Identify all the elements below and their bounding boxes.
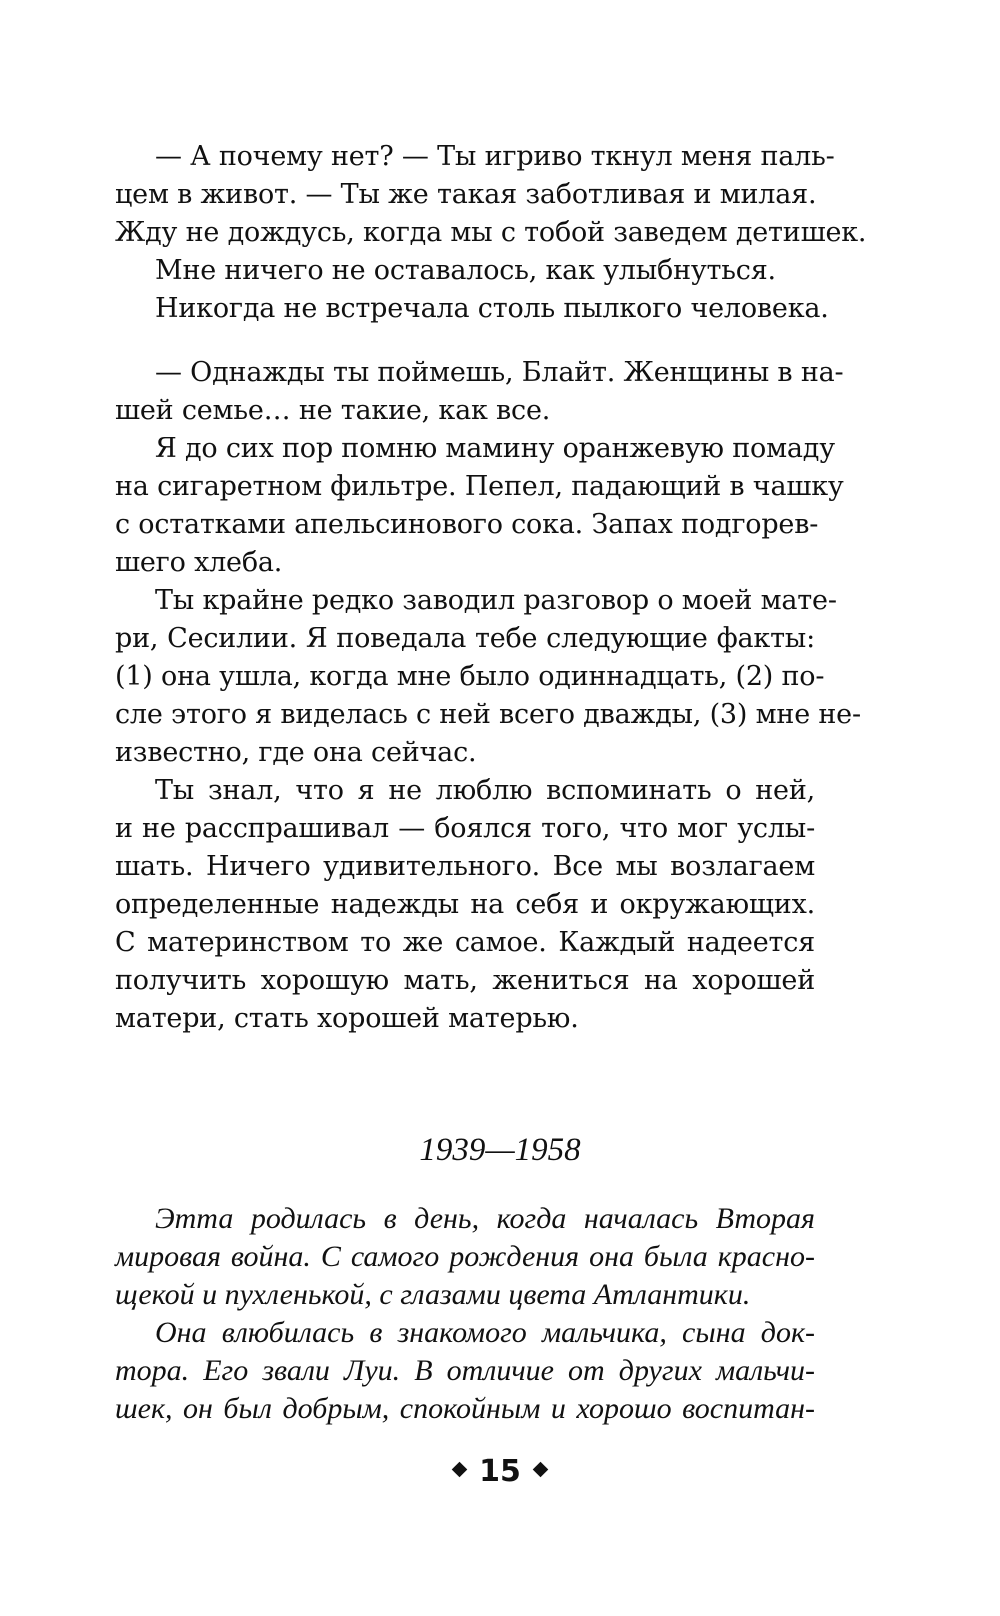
diamond-right-icon [533,1462,549,1478]
page-footer [0,1452,1000,1492]
text-line: сле этого я виделась с ней всего дважды, (3) мне не- [115,699,861,730]
text-line: Я до сих пор помню мамину оранжевую помаду [155,433,835,464]
text-line: шек, он был добрым, спокойным и хорошо воспитан- [115,1392,815,1425]
text-line: матери, стать хорошей матерью. [115,1003,579,1034]
text-line: шего хлеба. [115,547,283,578]
text-line: мировая война. С самого рождения она была красно- [115,1240,815,1273]
paragraph-group-1 [115,138,867,328]
text-line: шать. Ничего удивительного. Все мы возлагаем [115,851,815,882]
text-line: определенные надежды на себя и окружающих. [115,889,815,920]
text-line: тора. Его звали Луи. В отличие от других мальчи- [115,1354,815,1387]
page-number: 15 [479,1454,521,1489]
text-line: шей семье… не такие, как все. [115,395,551,426]
text-line: Этта родилась в день, когда началась Вторая [155,1202,815,1235]
diamond-left-icon [452,1462,468,1478]
text-line: ри, Сесилии. Я поведала тебе следующие факты: [115,623,815,654]
text-line: щекой и пухленькой, с глазами цвета Атлантики. [115,1278,751,1311]
text-line: с остатками апельсинового сока. Запах подгорев- [115,509,819,540]
text-line: и не расспрашивал — боялся того, что мог услы- [115,813,815,844]
text-line: известно, где она сейчас. [115,737,477,768]
text-line: Жду не дождусь, когда мы с тобой заведем детишек. [115,217,867,248]
paragraph-group-2 [115,354,861,1038]
text-line: Мне ничего не оставалось, как улыбнуться. [155,255,776,286]
text-line: С материнством то же самое. Каждый надеется [115,927,815,958]
text-line: Она влюбилась в знакомого мальчика, сына док- [155,1316,815,1349]
section-heading: 1939—1958 [419,1132,581,1168]
text-line: (1) она ушла, когда мне было одиннадцать, (2) по- [115,661,825,692]
text-line: Никогда не встречала столь пылкого человека. [155,293,829,324]
italic-section [115,1200,815,1428]
text-line: — А почему нет? — Ты игриво ткнул меня паль- [155,141,835,172]
text-line: получить хорошую мать, жениться на хорошей [115,965,815,996]
text-line: — Однажды ты поймешь, Блайт. Женщины в на- [155,357,844,388]
text-line: Ты крайне редко заводил разговор о моей мате- [155,585,837,616]
text-line: цем в живот. — Ты же такая заботливая и милая. [115,179,817,210]
text-line: на сигаретном фильтре. Пепел, падающий в чашку [115,471,844,502]
text-line: Ты знал, что я не люблю вспоминать о ней, [155,775,815,806]
